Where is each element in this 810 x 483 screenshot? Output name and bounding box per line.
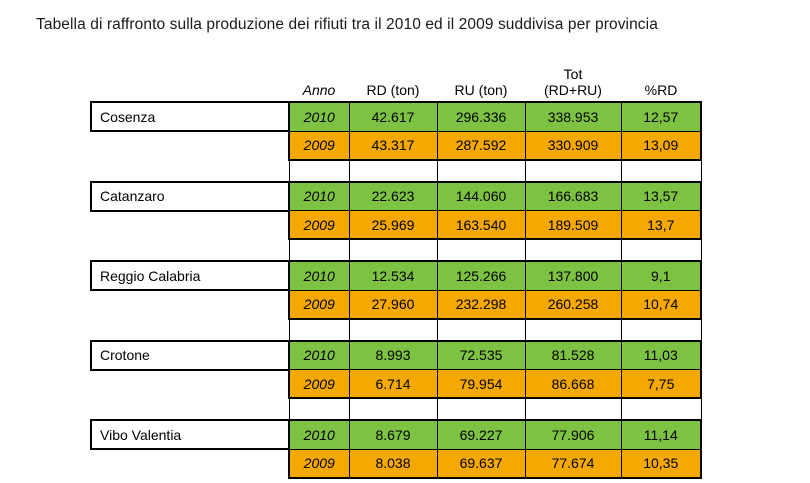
tot-value: 330.909 <box>525 131 621 160</box>
rd-value: 27.960 <box>349 290 437 319</box>
year-cell: 2009 <box>289 449 349 478</box>
year-cell: 2009 <box>289 290 349 319</box>
year-cell: 2010 <box>289 341 349 370</box>
ru-value: 232.298 <box>437 290 525 319</box>
province-name-spacer <box>91 449 289 478</box>
spacer-cell <box>289 398 349 420</box>
tot-value: 86.668 <box>525 370 621 399</box>
ru-value: 144.060 <box>437 182 525 211</box>
tot-value: 338.953 <box>525 102 621 131</box>
rd-value: 8.993 <box>349 341 437 370</box>
rd-value: 12.534 <box>349 261 437 290</box>
year-cell: 2009 <box>289 131 349 160</box>
table-row <box>91 131 701 160</box>
tot-value: 166.683 <box>525 182 621 211</box>
year-cell: 2010 <box>289 261 349 290</box>
ru-value: 69.637 <box>437 449 525 478</box>
pct-value: 12,57 <box>621 102 701 131</box>
header-rd: RD (ton) <box>349 52 437 102</box>
rd-value: 25.969 <box>349 211 437 240</box>
spacer-cell <box>349 319 437 341</box>
table-row <box>91 290 701 319</box>
rd-value: 8.679 <box>349 420 437 449</box>
group-spacer <box>91 239 701 261</box>
province-name-vibo-valentia: Vibo Valentia <box>91 420 289 449</box>
tot-value: 137.800 <box>525 261 621 290</box>
spacer-cell <box>349 160 437 182</box>
spacer-cell <box>621 239 701 261</box>
spacer-cell <box>91 398 289 420</box>
pct-value: 13,7 <box>621 211 701 240</box>
pct-value: 13,09 <box>621 131 701 160</box>
year-cell: 2010 <box>289 420 349 449</box>
header-ru: RU (ton) <box>437 52 525 102</box>
ru-value: 72.535 <box>437 341 525 370</box>
comparison-table-container <box>90 52 700 479</box>
header-province <box>91 52 289 102</box>
spacer-cell <box>525 319 621 341</box>
spacer-cell <box>437 160 525 182</box>
province-name-cosenza: Cosenza <box>91 102 289 131</box>
spacer-cell <box>91 239 289 261</box>
table-row <box>91 182 701 211</box>
ru-value: 125.266 <box>437 261 525 290</box>
pct-value: 10,35 <box>621 449 701 478</box>
spacer-cell <box>349 398 437 420</box>
spacer-cell <box>91 319 289 341</box>
header-tot-line2: (RD+RU) <box>544 81 602 98</box>
group-spacer <box>91 319 701 341</box>
spacer-cell <box>91 160 289 182</box>
tot-value: 77.674 <box>525 449 621 478</box>
tot-value: 189.509 <box>525 211 621 240</box>
table-row <box>91 420 701 449</box>
spacer-cell <box>525 160 621 182</box>
province-name-catanzaro: Catanzaro <box>91 182 289 211</box>
province-name-spacer <box>91 211 289 240</box>
year-cell: 2010 <box>289 182 349 211</box>
province-name-reggio-calabria: Reggio Calabria <box>91 261 289 290</box>
spacer-cell <box>621 319 701 341</box>
spacer-cell <box>437 319 525 341</box>
spacer-cell <box>621 398 701 420</box>
spacer-cell <box>437 398 525 420</box>
header-pct-rd: %RD <box>621 52 701 102</box>
table-row <box>91 102 701 131</box>
year-cell: 2009 <box>289 370 349 399</box>
year-cell: 2010 <box>289 102 349 131</box>
page-title: Tabella di raffronto sulla produzione dei rifiuti tra il 2010 ed il 2009 suddivisa per provincia <box>36 16 658 33</box>
rd-value: 42.617 <box>349 102 437 131</box>
table-row <box>91 341 701 370</box>
ru-value: 287.592 <box>437 131 525 160</box>
rd-value: 43.317 <box>349 131 437 160</box>
tot-value: 260.258 <box>525 290 621 319</box>
spacer-cell <box>437 239 525 261</box>
pct-value: 7,75 <box>621 370 701 399</box>
tot-value: 81.528 <box>525 341 621 370</box>
table-row <box>91 449 701 478</box>
table-header-row <box>91 52 701 102</box>
spacer-cell <box>349 239 437 261</box>
table-row <box>91 370 701 399</box>
table-row <box>91 211 701 240</box>
spacer-cell <box>289 160 349 182</box>
waste-comparison-table <box>90 52 702 479</box>
table-row <box>91 261 701 290</box>
ru-value: 296.336 <box>437 102 525 131</box>
tot-value: 77.906 <box>525 420 621 449</box>
header-tot <box>525 52 621 102</box>
province-name-spacer <box>91 370 289 399</box>
group-spacer <box>91 160 701 182</box>
ru-value: 163.540 <box>437 211 525 240</box>
pct-value: 10,74 <box>621 290 701 319</box>
pct-value: 11,14 <box>621 420 701 449</box>
rd-value: 22.623 <box>349 182 437 211</box>
spacer-cell <box>289 319 349 341</box>
year-cell: 2009 <box>289 211 349 240</box>
pct-value: 9,1 <box>621 261 701 290</box>
spacer-cell <box>525 398 621 420</box>
province-name-spacer <box>91 290 289 319</box>
rd-value: 6.714 <box>349 370 437 399</box>
province-name-spacer <box>91 131 289 160</box>
spacer-cell <box>525 239 621 261</box>
rd-value: 8.038 <box>349 449 437 478</box>
pct-value: 11,03 <box>621 341 701 370</box>
header-tot-line1: Tot <box>563 65 583 82</box>
province-name-crotone: Crotone <box>91 341 289 370</box>
spacer-cell <box>621 160 701 182</box>
header-year: Anno <box>289 52 349 102</box>
spacer-cell <box>289 239 349 261</box>
ru-value: 69.227 <box>437 420 525 449</box>
group-spacer <box>91 398 701 420</box>
ru-value: 79.954 <box>437 370 525 399</box>
pct-value: 13,57 <box>621 182 701 211</box>
